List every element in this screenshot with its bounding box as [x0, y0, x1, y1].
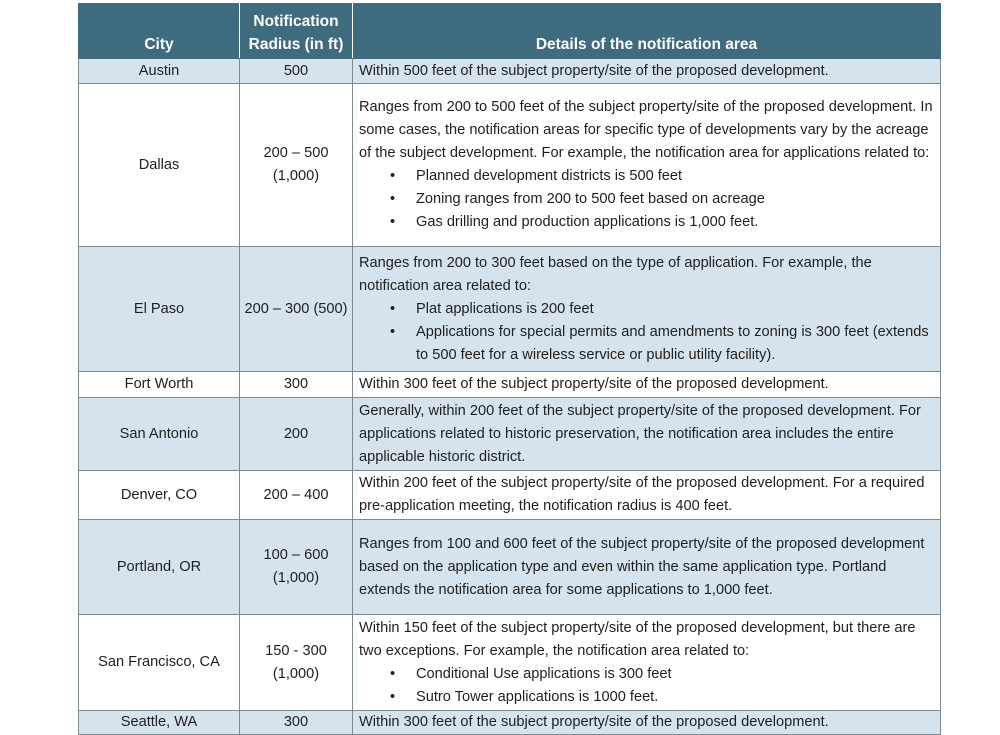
details-cell	[353, 471, 941, 520]
city-cell: Austin	[79, 59, 240, 84]
city-cell: Denver, CO	[79, 471, 240, 520]
column-header-details: Details of the notification area	[353, 4, 941, 59]
details-cell	[353, 615, 941, 711]
bullet-text: Gas drilling and production applications is 1,000 feet.	[416, 214, 759, 230]
bullet-icon: •	[390, 688, 396, 705]
bullet-icon: •	[390, 214, 396, 230]
city-cell: Fort Worth	[79, 372, 240, 398]
details-text: Ranges from 100 and 600 feet of the subject property/site of the proposed development based on the application type and even within the same application type. Portland extends the notification area for some applications to 1,000 feet.	[359, 535, 925, 598]
details-cell	[353, 711, 941, 735]
radius-cell: 200 – 400	[240, 471, 353, 520]
bullet-item	[359, 321, 936, 367]
radius-cell: 500	[240, 59, 353, 84]
radius-text: 200 – 300 (500)	[244, 300, 348, 317]
details-text: Within 300 feet of the subject property/site of the proposed development.	[359, 376, 829, 392]
bullet-item	[359, 165, 936, 188]
table-row	[79, 398, 941, 471]
table-row	[79, 59, 941, 84]
details-cell	[353, 59, 941, 84]
radius-text: 150 - 300 (1,000)	[265, 642, 327, 682]
city-cell: Dallas	[79, 84, 240, 247]
bullet-text: Zoning ranges from 200 to 500 feet based on acreage	[416, 191, 765, 207]
bullet-text: Plat applications is 200 feet	[416, 300, 594, 317]
bullet-text: Sutro Tower applications is 1000 feet.	[416, 688, 659, 705]
city-cell: Portland, OR	[79, 520, 240, 615]
details-bullet-list	[359, 298, 936, 367]
radius-cell: 200	[240, 398, 353, 471]
table-row	[79, 711, 941, 735]
bullet-item	[359, 188, 936, 211]
details-text: Generally, within 200 feet of the subject property/site of the proposed development. For applications related to historic preservation, the notification area includes the entire applicable historic district.	[359, 402, 921, 465]
city-cell: San Antonio	[79, 398, 240, 471]
bullet-text: Applications for special permits and amendments to zoning is 300 feet (extends to 500 feet for a wireless service or public utility facility).	[416, 323, 929, 363]
radius-cell: 300	[240, 372, 353, 398]
details-bullet-list	[359, 663, 936, 709]
bullet-text: Planned development districts is 500 feet	[416, 168, 683, 184]
radius-cell	[240, 615, 353, 711]
radius-text: 200 – 500 (1,000)	[263, 145, 329, 184]
details-cell	[353, 520, 941, 615]
bullet-item	[359, 663, 936, 686]
radius-cell	[240, 520, 353, 615]
details-text: Within 200 feet of the subject property/site of the proposed development. For a required pre-application meeting, the notification radius is 400 feet.	[359, 475, 925, 514]
table-row	[79, 520, 941, 615]
radius-cell: 300	[240, 711, 353, 735]
details-text: Ranges from 200 to 500 feet of the subject property/site of the proposed development. In some cases, the notification areas for specific type of developments vary by the acreage of the subject development. For example, the notification area for applications related to:	[359, 99, 933, 161]
bullet-item	[359, 211, 936, 234]
column-header-city: City	[79, 4, 240, 59]
bullet-icon: •	[390, 300, 396, 317]
city-cell: Seattle, WA	[79, 711, 240, 735]
column-header-radius: Notification Radius (in ft)	[240, 4, 353, 59]
details-cell	[353, 84, 941, 247]
details-cell	[353, 247, 941, 372]
bullet-text: Conditional Use applications is 300 feet	[416, 665, 672, 682]
details-text: Ranges from 200 to 300 feet based on the type of application. For example, the notification area related to:	[359, 254, 872, 294]
details-cell	[353, 372, 941, 398]
radius-text: 100 – 600 (1,000)	[263, 547, 329, 586]
notification-radius-table	[78, 3, 941, 735]
details-text: Within 300 feet of the subject property/site of the proposed development.	[359, 714, 829, 730]
table-row	[79, 84, 941, 247]
table-row	[79, 471, 941, 520]
bullet-item	[359, 686, 936, 709]
bullet-item	[359, 298, 936, 321]
bullet-icon: •	[390, 323, 396, 340]
notification-table-container	[78, 3, 940, 735]
bullet-icon: •	[390, 168, 396, 184]
table-row	[79, 372, 941, 398]
details-cell	[353, 398, 941, 471]
city-cell: El Paso	[79, 247, 240, 372]
table-header-row	[79, 4, 941, 59]
bullet-icon: •	[390, 665, 396, 682]
table-row	[79, 615, 941, 711]
bullet-icon: •	[390, 191, 396, 207]
table-row	[79, 247, 941, 372]
details-text: Within 150 feet of the subject property/site of the proposed development, but there are two exceptions. For example, the notification area related to:	[359, 619, 916, 659]
radius-cell	[240, 247, 353, 372]
radius-cell	[240, 84, 353, 247]
city-cell: San Francisco, CA	[79, 615, 240, 711]
details-text: Within 500 feet of the subject property/site of the proposed development.	[359, 62, 829, 79]
details-bullet-list	[359, 165, 936, 234]
